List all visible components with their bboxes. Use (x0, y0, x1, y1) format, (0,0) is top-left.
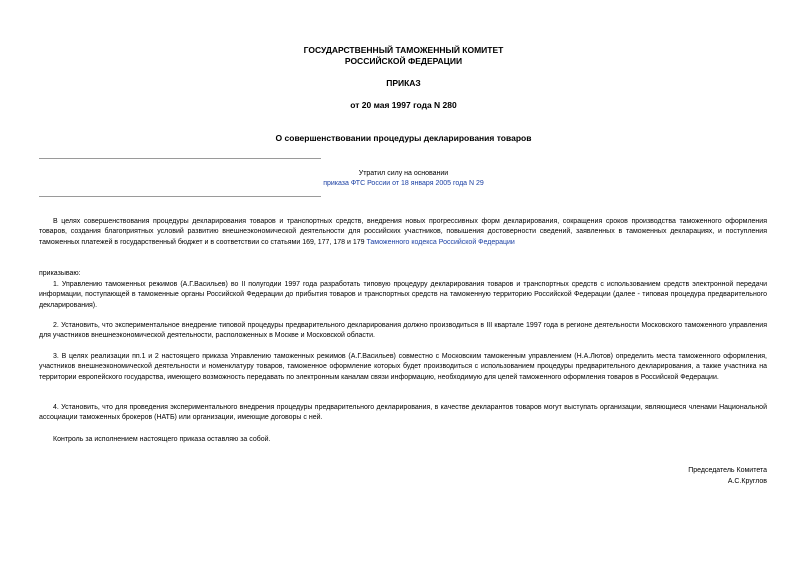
divider-top (39, 158, 321, 159)
signatory-name: А.С.Круглов (727, 478, 767, 485)
customs-code-link[interactable]: Таможенного кодекса Российской Федерации (366, 238, 515, 246)
doc-title: О совершенствовании процедуры декларирования товаров (275, 133, 532, 143)
preamble-paragraph (39, 217, 767, 248)
order-item-1: 1. Управлению таможенных режимов (А.Г.Васильев) во II полугодии 1997 года разработать типовую процедуру декларирования товаров и транспортных средств с использованием средств электронной передачи информации, поступающей в таможенные органы Российской Федерации до прибытия товаров и транспортных средств на таможенную территорию Российской Федерации (далее - типовая процедура предварительного декларирования). (39, 281, 767, 309)
status-note-text: Утратил силу на основании (358, 170, 449, 177)
order-item-2: 2. Установить, что экспериментальное внедрение типовой процедуры предварительного декларирования должно производиться в III квартале 1997 года в регионе деятельности Московского таможенного управления для участников внешнеэкономической деятельности, расположенных в Москве и Московской области. (39, 322, 767, 340)
order-item-4: 4. Установить, что для проведения экспериментального внедрения процедуры предварительного декларирования, в качестве декларантов товаров могут выступать организации, являющиеся членами Национальной ассоциации таможенных брокеров (НАТБ) или организации, имеющие договоры с ней. (39, 404, 767, 422)
control-clause: Контроль за исполнением настоящего приказа оставляю за собой. (53, 436, 271, 443)
repeal-order-link[interactable]: приказа ФТС России от 18 января 2005 года N 29 (323, 180, 484, 187)
signatory-position: Председатель Комитета (688, 467, 767, 474)
divider-bottom (39, 196, 321, 197)
org-name-line1: ГОСУДАРСТВЕННЫЙ ТАМОЖЕННЫЙ КОМИТЕТ (303, 45, 504, 55)
order-item-3: 3. В целях реализации пп.1 и 2 настоящего приказа Управлению таможенных режимов (А.Г.Васильев) совместно с Московским таможенным управлением (Н.А.Лютов) определить места таможенного оформления, участников внешнеэкономической деятельности и номенклатуру товаров, таможенное оформление которых будет производиться с использованием процедуры предварительного декларирования, а также участника на территории европейского государства, имеющего возможность передавать по электронным каналам связи информацию, необходимую для целей таможенного оформления товаров в Российской Федерации. (39, 353, 767, 381)
preamble-text: В целях совершенствования процедуры декларирования товаров и транспортных средств, внедрения новых прогрессивных форм декларирования, сокращения сроков производства таможенного оформления товаров, создания благоприятных условий развитию внешнеэкономической деятельности для российских участников, повышения достоверности сведений, заявленных в таможенных декларациях, и поступления таможенных платежей в государственный бюджет и в соответствии со статьями 169, 177, 178 и 179 (39, 218, 767, 246)
order-word: приказываю: (39, 270, 81, 277)
doc-date: от 20 мая 1997 года N 280 (350, 100, 457, 110)
org-name-line2: РОССИЙСКОЙ ФЕДЕРАЦИИ (344, 56, 463, 66)
status-note-link-row (0, 179, 807, 189)
doc-type: ПРИКАЗ (386, 78, 421, 88)
